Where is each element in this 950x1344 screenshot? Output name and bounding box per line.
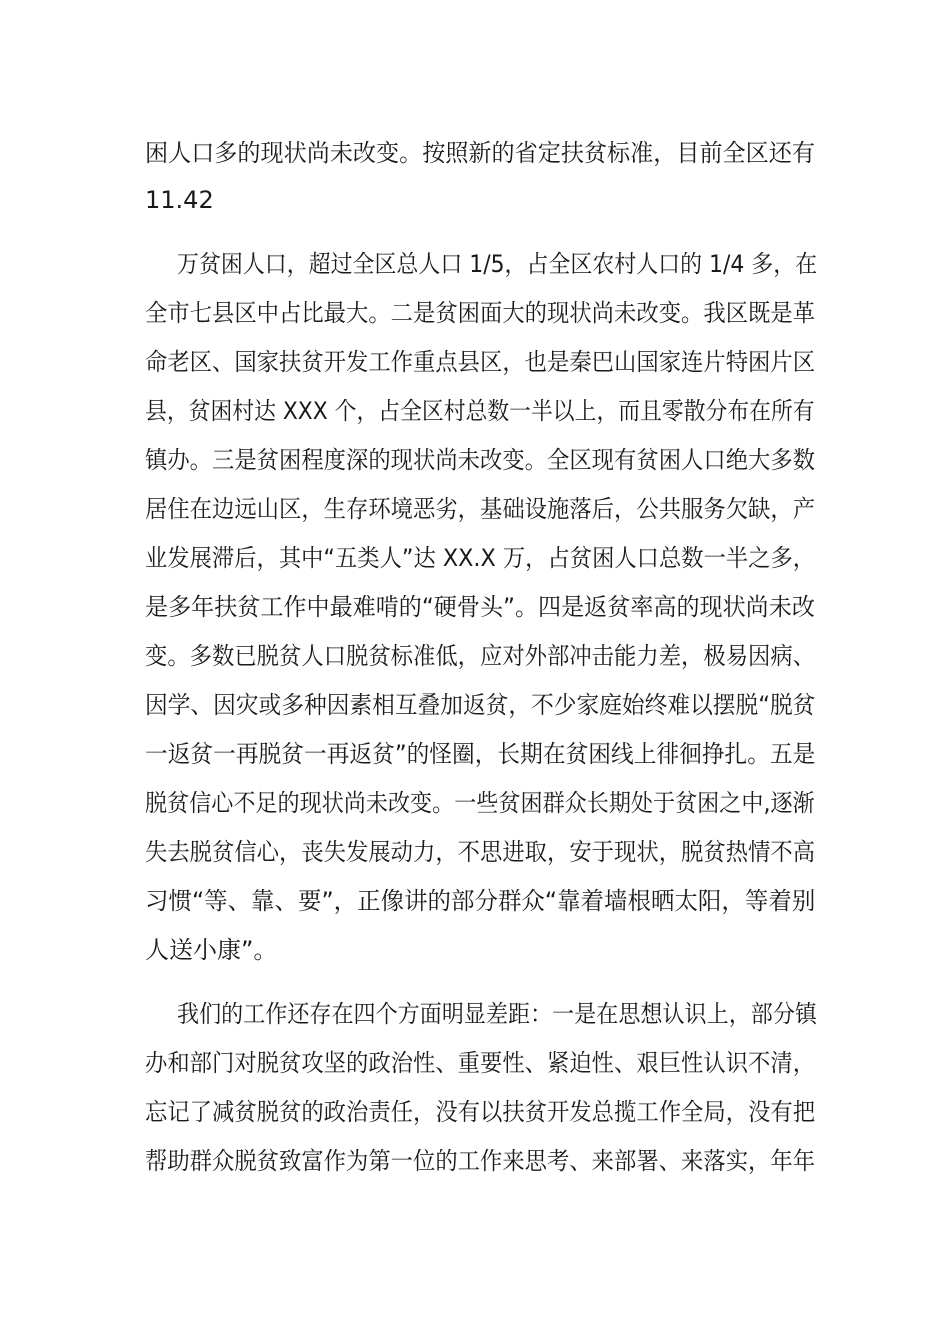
text-line: 一返贫一再脱贫一再返贫”的怪圈，长期在贫困线上徘徊挣扎。五是 [145, 740, 816, 768]
text-line: 命老区、国家扶贫开发工作重点县区，也是秦巴山国家连片特困片区 [145, 348, 816, 376]
text-line: 变。多数已脱贫人口脱贫标准低，应对外部冲击能力差，极易因病、 [145, 642, 816, 670]
text-line: 万贫困人口，超过全区总人口 1/5，占全区农村人口的 1/4 多，在 [177, 250, 818, 278]
text-line: 是多年扶贫工作中最难啃的“硬骨头”。四是返贫率高的现状尚未改 [145, 593, 815, 621]
text-line: 习惯“等、靠、要”，正像讲的部分群众“靠着墙根晒太阳，等着别 [145, 887, 816, 915]
text-line: 人送小康”。 [145, 936, 278, 964]
text-line: 困人口多的现状尚未改变。按照新的省定扶贫标准，目前全区还有 [145, 139, 815, 167]
text-line: 全市七县区中占比最大。二是贫困面大的现状尚未改变。我区既是革 [145, 299, 816, 327]
text-line: 因学、因灾或多种因素相互叠加返贫，不少家庭始终难以摆脱“脱贫 [145, 691, 816, 719]
text-line: 11.42 [145, 186, 214, 214]
text-line: 镇办。三是贫困程度深的现状尚未改变。全区现有贫困人口绝大多数 [145, 446, 816, 474]
text-line: 忘记了减贫脱贫的政治责任，没有以扶贫开发总揽工作全局，没有把 [145, 1098, 816, 1126]
text-line: 县，贫困村达 XXX 个，占全区村总数一半以上，而且零散分布在所有 [145, 397, 815, 425]
text-line: 帮助群众脱贫致富作为第一位的工作来思考、来部署、来落实，年年 [145, 1147, 816, 1175]
text-line: 失去脱贫信心，丧失发展动力，不思进取，安于现状，脱贫热情不高 [145, 838, 816, 866]
text-line: 办和部门对脱贫攻坚的政治性、重要性、紧迫性、艰巨性认识不清， [145, 1049, 816, 1077]
text-line: 居住在边远山区，生存环境恶劣，基础设施落后，公共服务欠缺，产 [145, 495, 816, 523]
text-line: 我们的工作还存在四个方面明显差距：一是在思想认识上，部分镇 [177, 1000, 817, 1028]
text-line: 脱贫信心不足的现状尚未改变。一些贫困群众长期处于贫困之中,逐渐 [145, 789, 815, 817]
text-line: 业发展滞后，其中“五类人”达 XX.X 万，占贫困人口总数一半之多， [145, 544, 816, 572]
